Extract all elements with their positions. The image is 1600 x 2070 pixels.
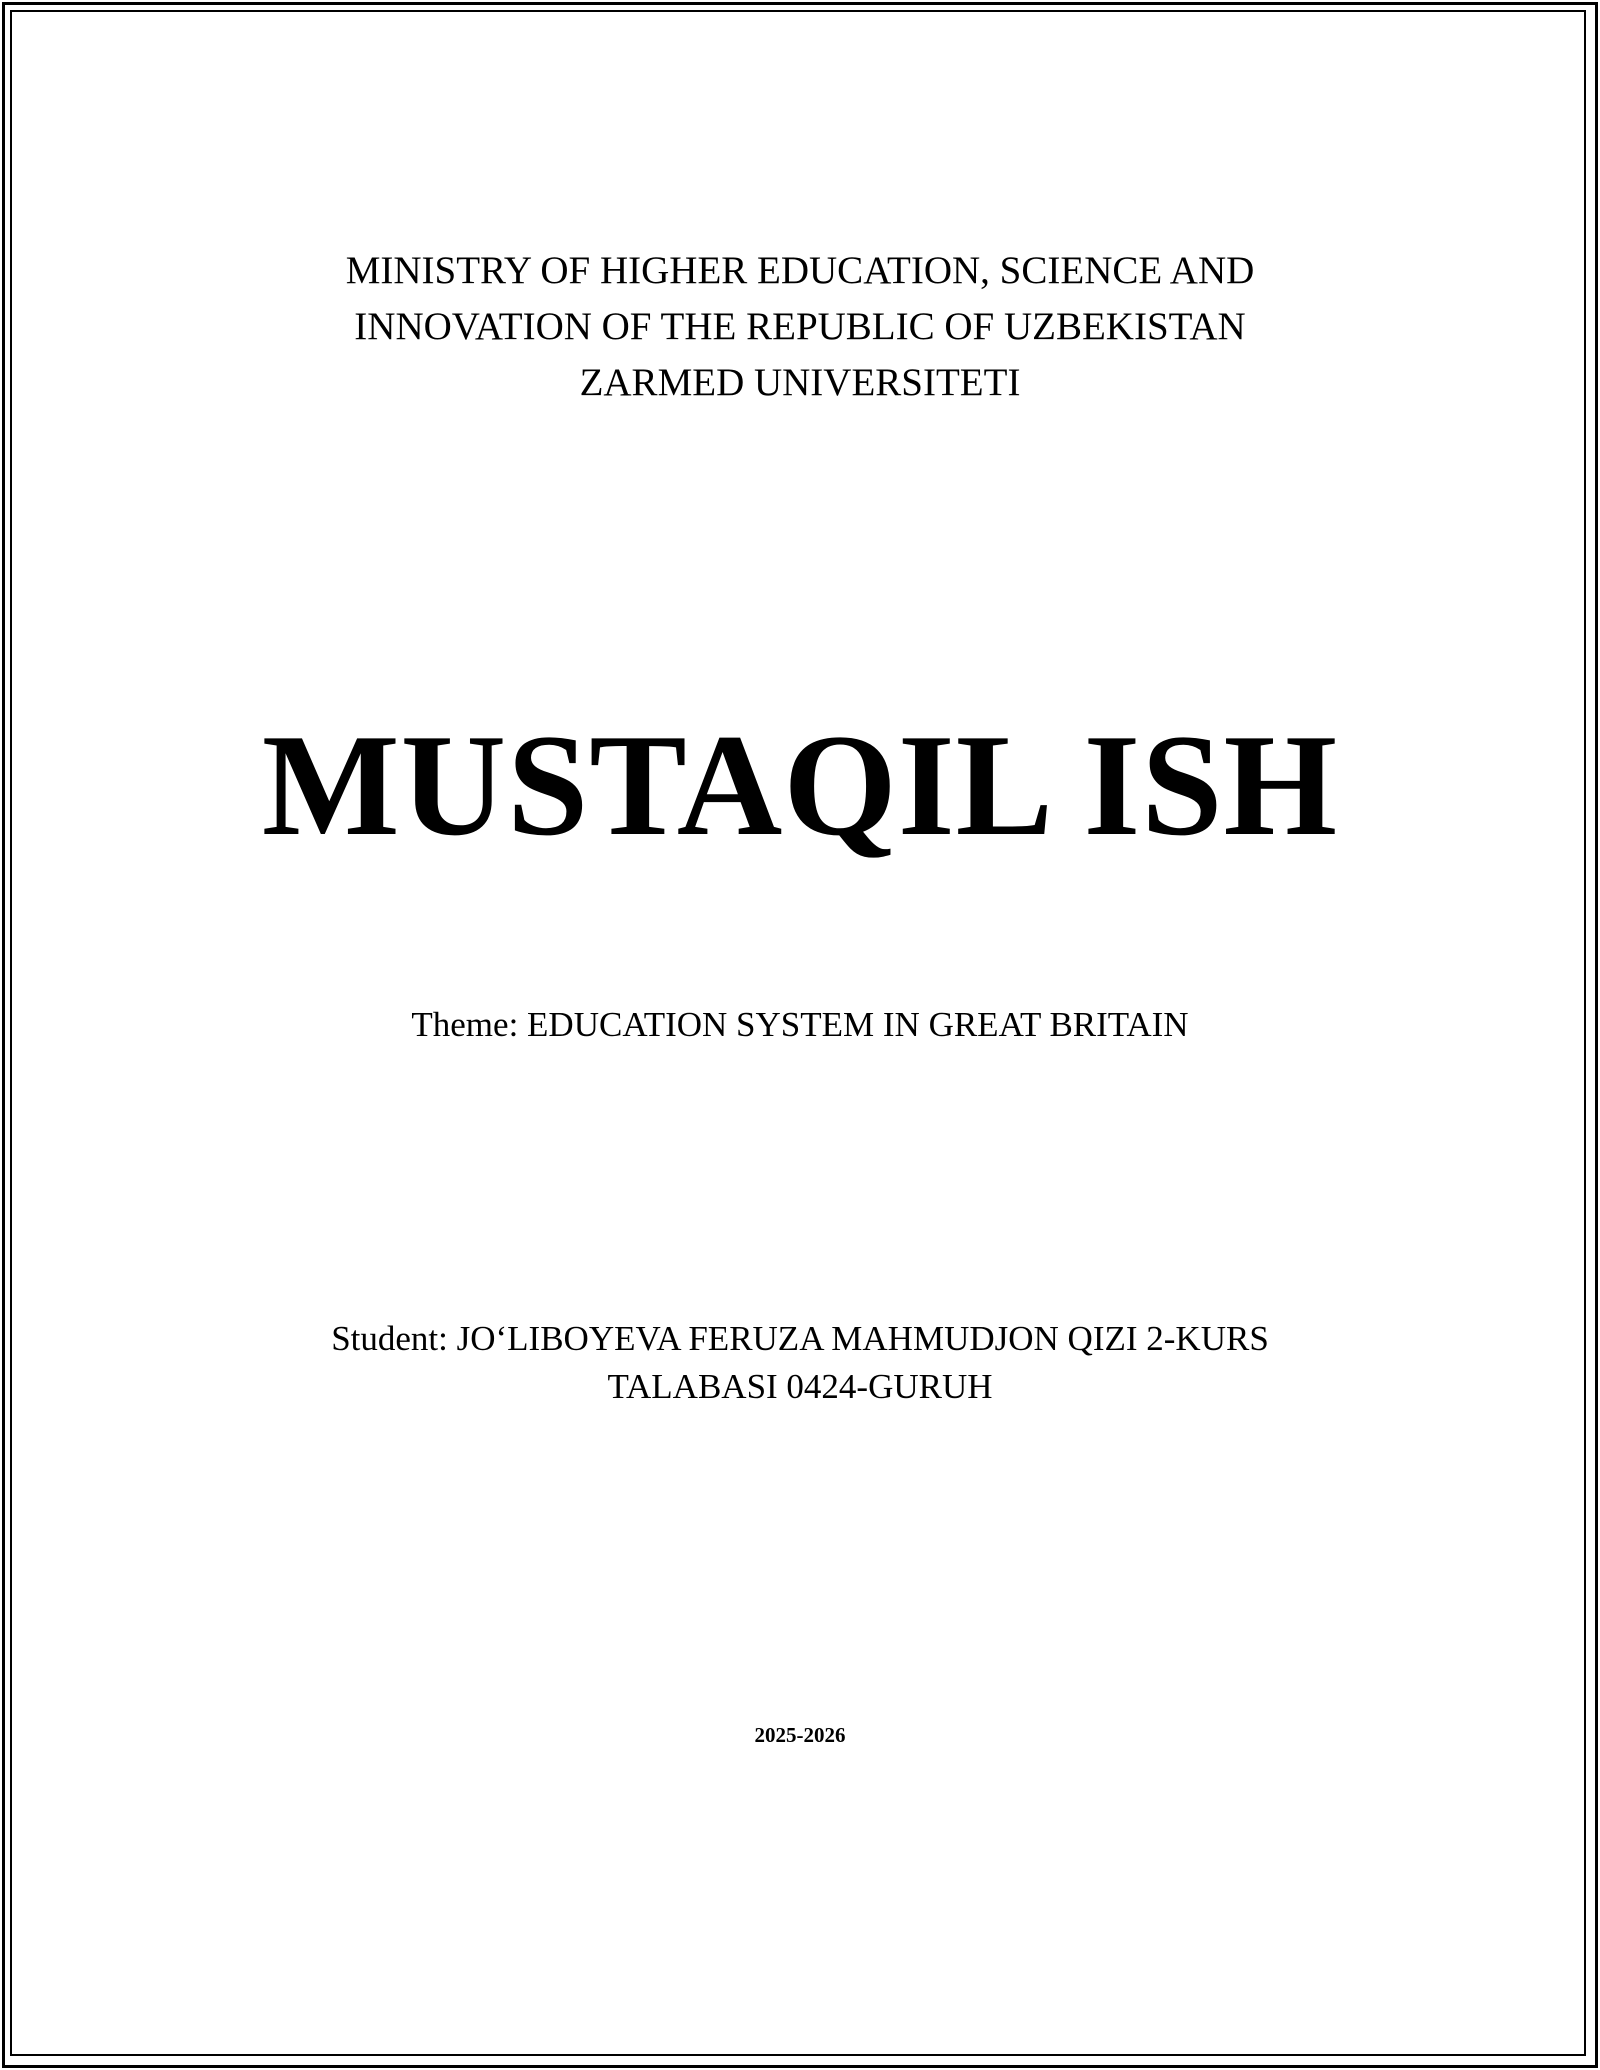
- academic-year: 2025-2026: [754, 1723, 846, 1747]
- document-title: MUSTAQIL ISH: [261, 704, 1339, 866]
- student-line-1: Student: JO‘LIBOYEVA FERUZA MAHMUDJON QIZI 2-KURS: [331, 1319, 1269, 1358]
- ministry-line-1: MINISTRY OF HIGHER EDUCATION, SCIENCE AND: [345, 249, 1255, 292]
- student-info: [0, 1315, 1600, 1411]
- student-line-2: TALABASI 0424-GURUH: [607, 1367, 993, 1406]
- theme-line: Theme: EDUCATION SYSTEM IN GREAT BRITAIN: [411, 1005, 1189, 1044]
- university-name: ZARMED UNIVERSITETI: [579, 361, 1021, 404]
- ministry-line-2: INNOVATION OF THE REPUBLIC OF UZBEKISTAN: [354, 305, 1246, 348]
- ministry-header: [0, 243, 1600, 411]
